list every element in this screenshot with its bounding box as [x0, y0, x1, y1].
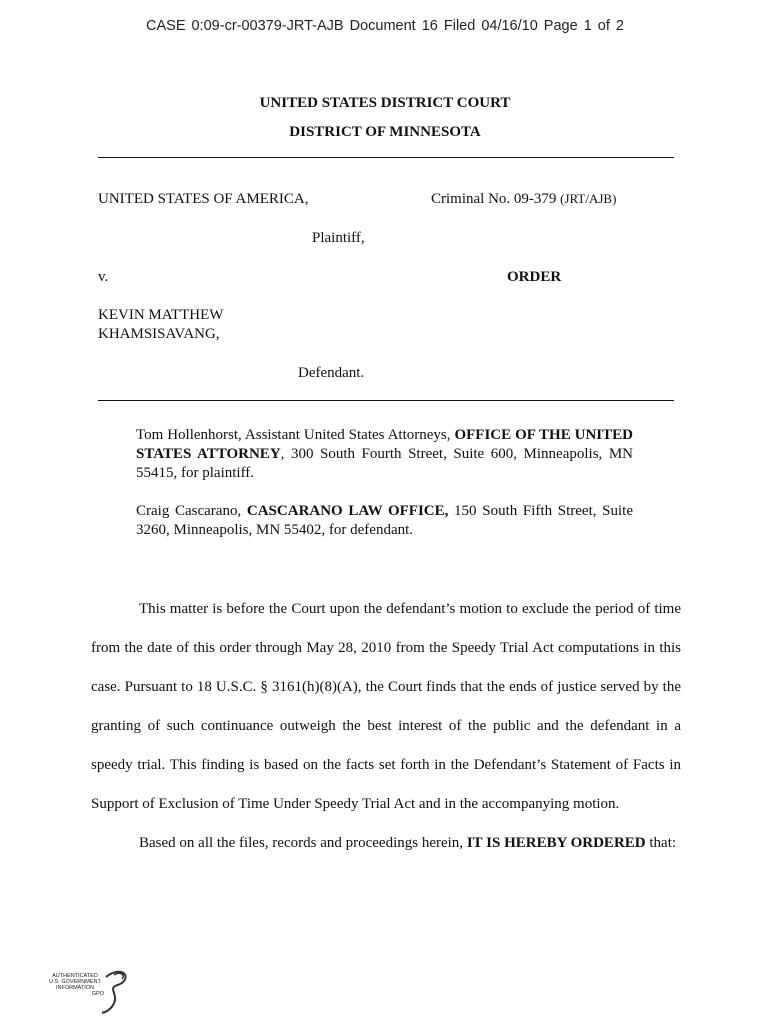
eagle-icon	[40, 965, 130, 1017]
seal-line-4: GPO	[91, 991, 104, 997]
plaintiff-name: UNITED STATES OF AMERICA,	[98, 191, 309, 207]
defendant-counsel	[136, 502, 633, 540]
body-paragraph-1: This matter is before the Court upon the defendant’s motion to exclude the period of time from the date of this order through May 28, 2010 from the Speedy Trial Act computations in this case. Pursuant to 18 U.S.C. § 3161(h)(8)(A), the Court finds that the ends of justice served by the granting of such continuance outweigh the best interest of the public and the defendant in a speedy trial. This finding is based on the facts set forth in the Defendant’s Statement of Facts in Support of Exclusion of Time Under Speedy Trial Act and in the accompanying motion.	[91, 601, 681, 812]
court-name: UNITED STATES DISTRICT COURT	[259, 95, 511, 111]
gpo-authentication-seal	[40, 965, 130, 1017]
defendant-name-line2: KHAMSISAVANG,	[98, 326, 220, 342]
defendant-role: Defendant.	[298, 365, 365, 381]
defendant-counsel-address: 150 South Fifth Street, Suite 3260, Minneapolis, MN 55402, for defendant.	[136, 503, 633, 538]
seal-line-2: U.S. GOVERNMENT	[49, 979, 101, 985]
court-district: DISTRICT OF MINNESOTA	[289, 124, 481, 140]
seal-line-1: AUTHENTICATED	[52, 973, 98, 979]
case-number-main: Criminal No. 09-379	[431, 191, 557, 207]
caption-bottom-rule	[98, 400, 674, 401]
plaintiff-role: Plaintiff,	[312, 230, 365, 246]
case-header: CASE 0:09-cr-00379-JRT-AJB Document 16 Filed 04/16/10 Page 1 of 2	[146, 18, 624, 34]
defendant-name-line1: KEVIN MATTHEW	[98, 307, 224, 323]
case-number-suffix: (JRT/AJB)	[560, 191, 617, 206]
plaintiff-counsel	[136, 426, 633, 483]
versus: v.	[98, 269, 109, 285]
plaintiff-counsel-office: OFFICE OF THE UNITED STATES ATTORNEY	[136, 427, 633, 462]
paragraph-2-bold: IT IS HEREBY ORDERED	[466, 835, 646, 851]
order-body	[91, 590, 681, 863]
caption-top-rule	[98, 157, 674, 158]
body-paragraph-2	[91, 824, 681, 863]
plaintiff-counsel-name: Tom Hollenhorst, Assistant United States Attorneys,	[136, 427, 455, 443]
plaintiff-counsel-address: , 300 South Fourth Street, Suite 600, Minneapolis, MN 55415, for plaintiff.	[136, 446, 634, 481]
case-number	[431, 190, 616, 208]
paragraph-2-start: Based on all the files, records and proceedings herein,	[139, 835, 467, 851]
document-title: ORDER	[507, 269, 562, 285]
seal-line-3: INFORMATION	[55, 985, 95, 991]
paragraph-2-end: that:	[645, 835, 677, 851]
defendant-counsel-office: CASCARANO LAW OFFICE,	[246, 503, 449, 519]
defendant-counsel-name: Craig Cascarano,	[136, 503, 247, 519]
